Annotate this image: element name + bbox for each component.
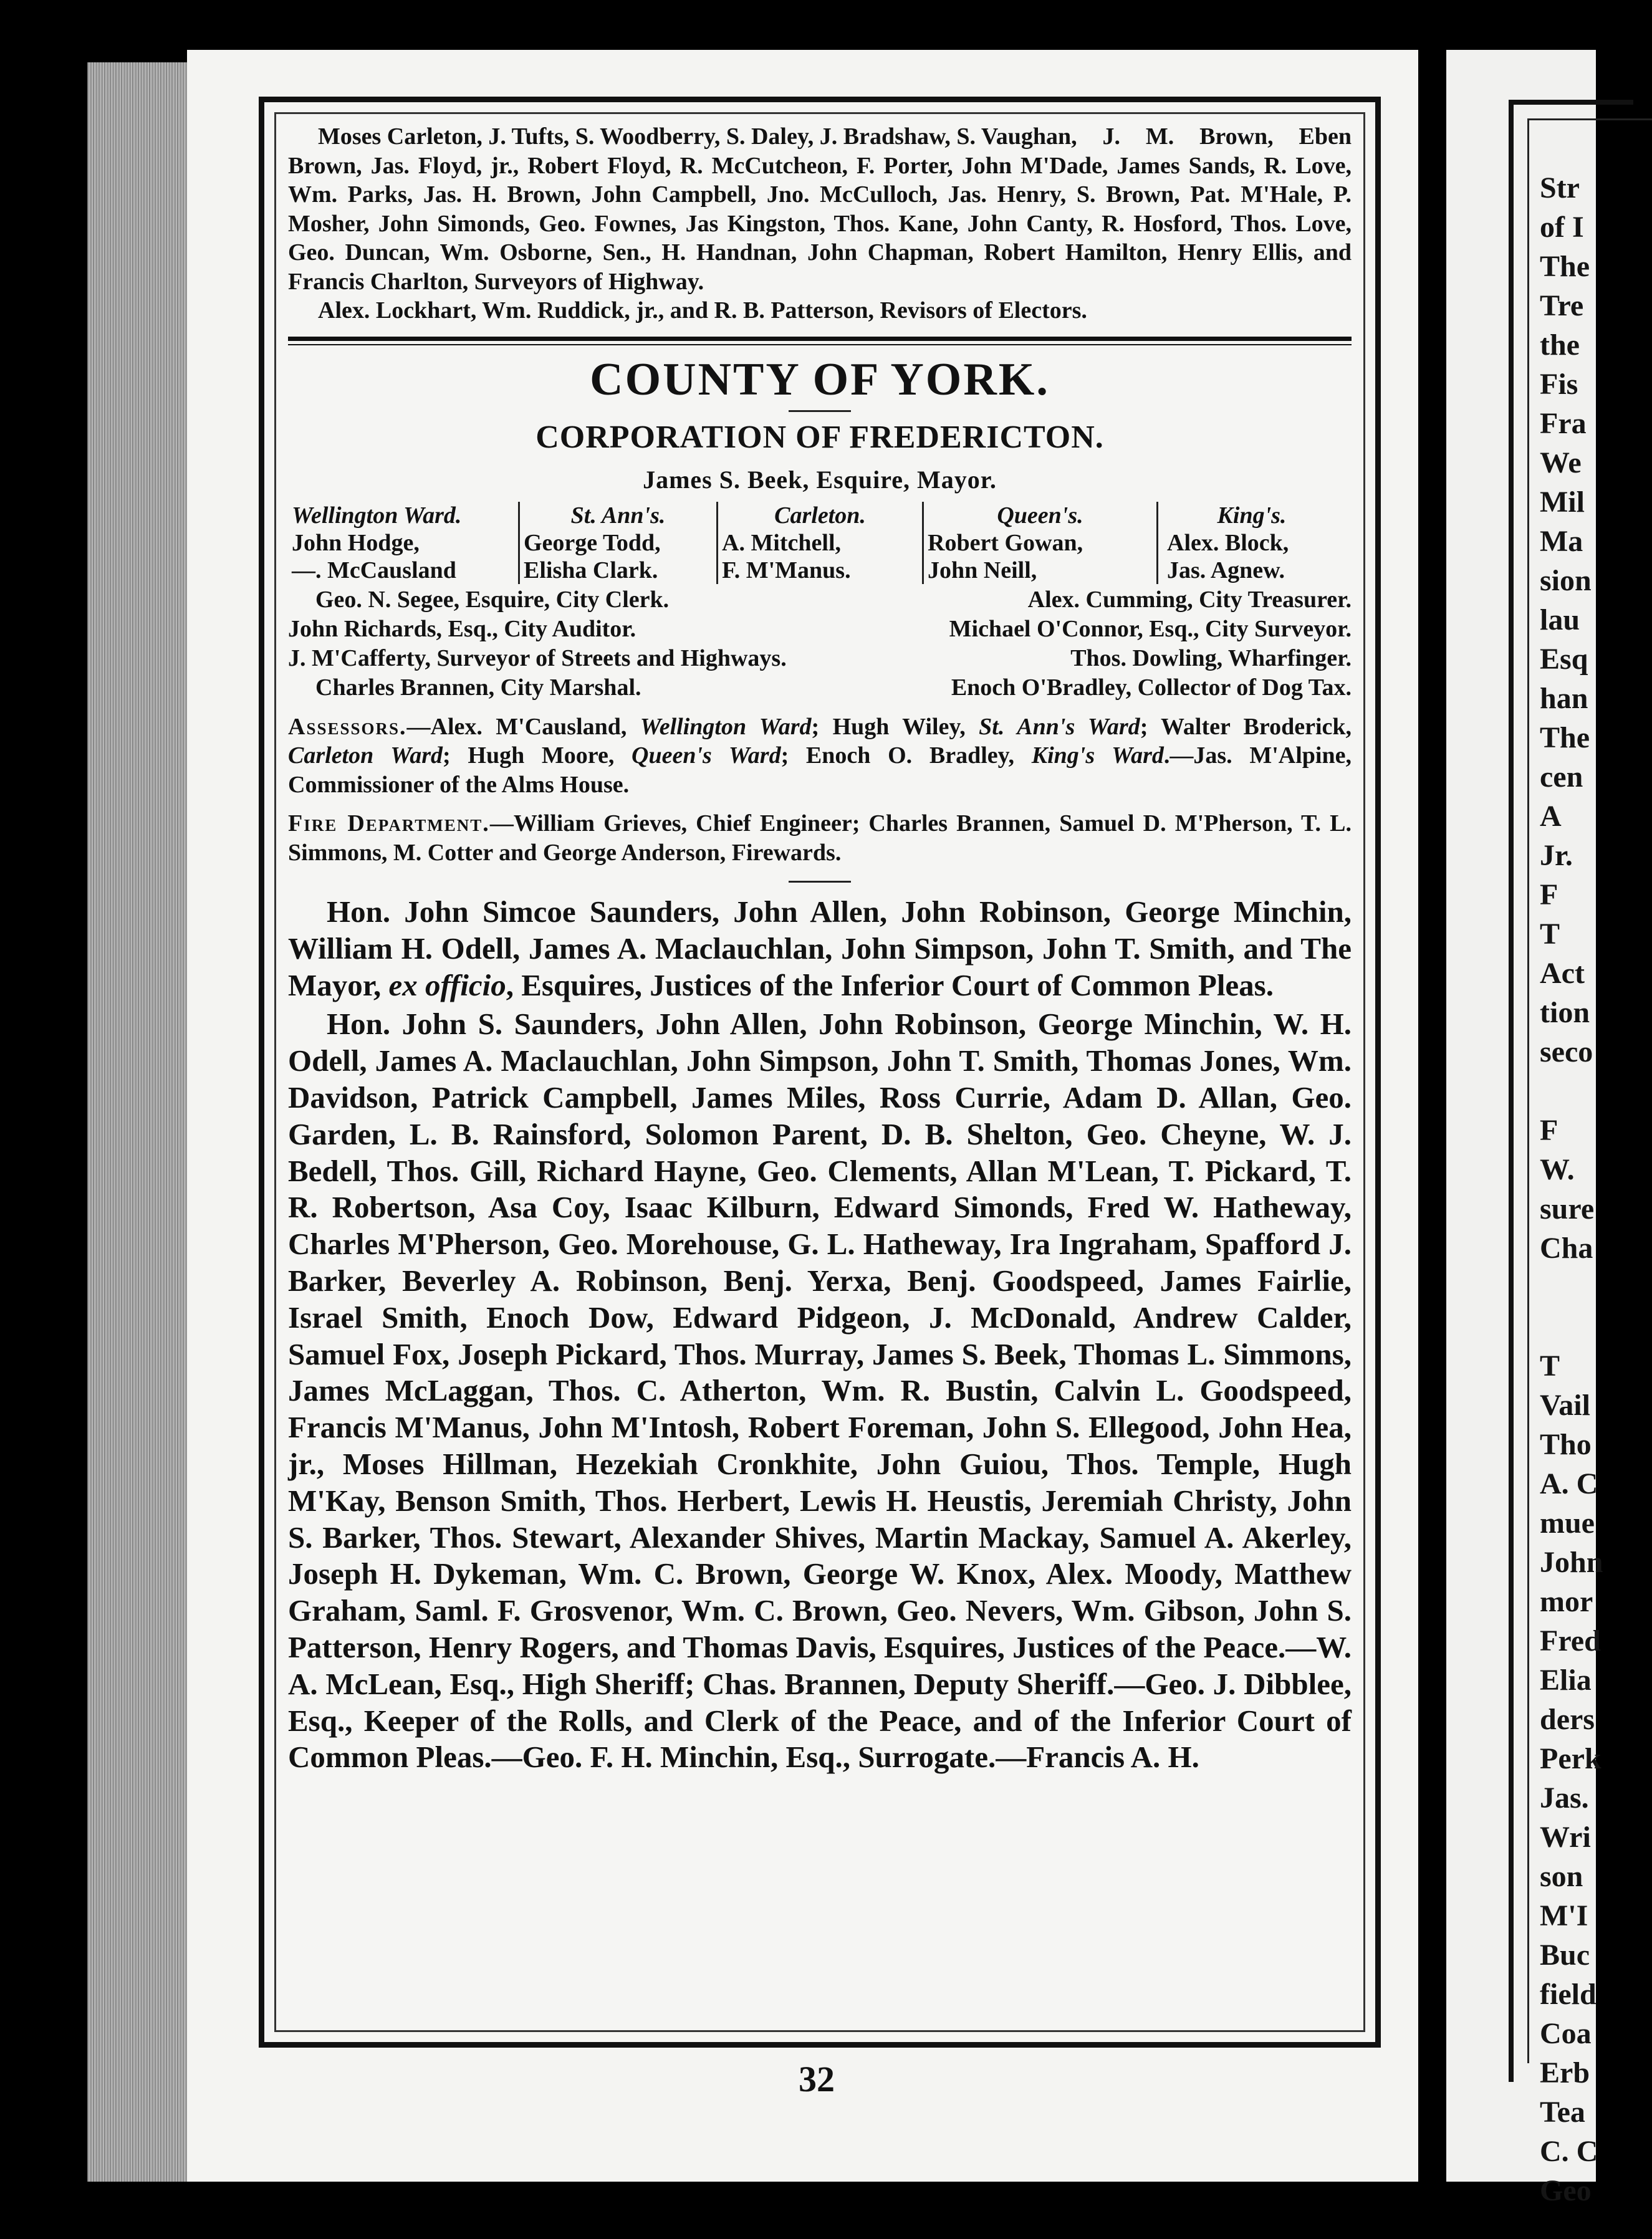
adjacent-page-line: field bbox=[1540, 1978, 1597, 2011]
ward-column-wellington bbox=[288, 502, 520, 584]
adjacent-page-line: Erb bbox=[1540, 2056, 1590, 2089]
adjacent-page-line: Vail bbox=[1540, 1389, 1590, 1422]
short-rule-divider bbox=[789, 881, 851, 883]
adjacent-page-line: Fra bbox=[1540, 407, 1587, 440]
assessors-text: ; Hugh Wiley, bbox=[811, 713, 979, 740]
ward-column-carleton bbox=[718, 502, 924, 584]
ward-member: George Todd, bbox=[524, 529, 661, 556]
page-content bbox=[288, 122, 1352, 1776]
page-number: 32 bbox=[799, 2059, 835, 2099]
adjacent-page-line: sure bbox=[1540, 1192, 1595, 1225]
common-pleas-text: , Esquires, Justices of the Inferior Court of Common Pleas. bbox=[506, 967, 1274, 1002]
double-rule-divider bbox=[288, 337, 1352, 345]
adjacent-page-line: son bbox=[1540, 1860, 1583, 1893]
official-right: Alex. Cumming, City Treasurer. bbox=[1027, 586, 1352, 613]
list-line: Porter, John M'Dade, James Sands, R. Love, Wm. Parks, Jas. H. Brown, John bbox=[288, 152, 1352, 208]
adjacent-page-line: W. bbox=[1540, 1153, 1575, 1186]
adjacent-page-line: Fis bbox=[1540, 368, 1578, 401]
list-line: Robert Hamilton, Henry Ellis, and Francis Charlton, Surveyors of Highway. bbox=[288, 239, 1352, 295]
ward-member: F. M'Manus. bbox=[722, 557, 851, 583]
list-line: J. M. Brown, Eben Brown, Jas. Floyd, jr., Robert Floyd, R. McCutcheon, F. bbox=[288, 123, 1352, 179]
corporation-heading: CORPORATION OF FREDERICTON. bbox=[535, 419, 1104, 455]
adjacent-page-line: seco bbox=[1540, 1035, 1593, 1068]
ward-column-st-anns bbox=[520, 502, 718, 584]
official-row bbox=[288, 644, 1352, 673]
ward-member: Robert Gowan, bbox=[928, 529, 1083, 556]
ward-heading: St. Ann's. bbox=[570, 502, 666, 529]
adjacent-page-line: The bbox=[1540, 721, 1590, 754]
adjacent-page-line: T bbox=[1540, 918, 1560, 951]
adjacent-page-line: Buc bbox=[1540, 1939, 1590, 1972]
county-heading: COUNTY OF YORK. bbox=[590, 353, 1050, 405]
adjacent-page-line: A. C bbox=[1540, 1467, 1598, 1500]
ward-name: King's Ward bbox=[1031, 742, 1164, 769]
list-line: Simonds, Geo. Fownes, Jas Kingston, Thos. Kane, John Canty, R. Hosford, bbox=[437, 210, 1222, 237]
official-left: Charles Brannen, City Marshal. bbox=[315, 674, 641, 701]
ward-heading: King's. bbox=[1217, 502, 1287, 529]
ward-heading: Carleton. bbox=[774, 502, 866, 529]
adjacent-page-line: sion bbox=[1540, 564, 1592, 597]
ward-member: John Neill, bbox=[928, 557, 1037, 583]
official-row bbox=[288, 615, 1352, 644]
adjacent-page-line: Tea bbox=[1540, 2096, 1585, 2129]
official-right: Enoch O'Bradley, Collector of Dog Tax. bbox=[951, 674, 1352, 701]
adjacent-page-line: Ma bbox=[1540, 525, 1583, 558]
adjacent-page-line bbox=[1540, 1307, 1608, 1346]
adjacent-page-line: Mil bbox=[1540, 486, 1585, 519]
ex-officio-phrase: ex officio bbox=[388, 967, 506, 1002]
ward-member: Elisha Clark. bbox=[524, 557, 658, 583]
ward-name: Carleton Ward bbox=[288, 742, 443, 769]
official-right: Michael O'Connor, Esq., City Surveyor. bbox=[949, 615, 1352, 642]
assessors-text: ; Hugh Moore, bbox=[443, 742, 632, 769]
ward-member: —. McCausland bbox=[292, 557, 456, 583]
common-pleas-paragraph bbox=[288, 894, 1352, 1004]
book-page-edges bbox=[87, 62, 190, 2182]
adjacent-page-line bbox=[1540, 1072, 1608, 1111]
adjacent-page-line: Jr. bbox=[1540, 839, 1573, 872]
adjacent-page-line: John bbox=[1540, 1546, 1603, 1579]
ward-member: Jas. Agnew. bbox=[1167, 557, 1285, 583]
adjacent-page-line: The bbox=[1540, 250, 1590, 283]
ward-aldermen-table bbox=[288, 502, 1352, 584]
ward-name: Queen's Ward bbox=[632, 742, 781, 769]
adjacent-page-line: M'I bbox=[1540, 1899, 1588, 1932]
assessors-text: —Alex. M'Causland, bbox=[406, 713, 640, 740]
official-right: Thos. Dowling, Wharfinger. bbox=[1070, 645, 1352, 671]
adjacent-page-line: Esq bbox=[1540, 643, 1588, 676]
official-row bbox=[288, 673, 1352, 702]
ward-heading: Wellington Ward. bbox=[292, 502, 462, 529]
list-line: Thos. Love, Geo. Duncan, Wm. Osborne, Sen., H. Handnan, John Chapman, bbox=[288, 210, 1352, 266]
surveyors-of-highway-list bbox=[288, 122, 1352, 325]
adjacent-page-line: Wri bbox=[1540, 1821, 1591, 1854]
assessors-text: ; Enoch O. Bradley, bbox=[780, 742, 1032, 769]
ward-column-kings bbox=[1158, 502, 1345, 584]
ward-name: St. Ann's Ward bbox=[979, 713, 1140, 740]
adjacent-page-line: T bbox=[1540, 1350, 1560, 1383]
adjacent-page-line: han bbox=[1540, 682, 1588, 715]
adjacent-page-line: C. C bbox=[1540, 2135, 1598, 2168]
justices-of-the-peace-paragraph: Hon. John S. Saunders, John Allen, John Robinson, George Minchin, W. H. Odell, James A. Maclauchlan, John Simpson, John T. Smith, Thomas Jones, Wm. Davidson, Patrick Campbell, James Miles, Ross Currie, Adam D. Allan, Geo. Garden, L. B. Rainsford, Solomon Parent, D. B. Shelton, Geo. Cheyne, W. J. Bedell, Thos. Gill, Richard Hayne, Geo. Clements, Allan M'Lean, T. Pickard, T. R. Robertson, Asa Coy, Isaac Kilburn, Edward Simonds, Fred W. Hatheway, Charles M'Pherson, Geo. Morehouse, G. L. Hatheway, Ira Ingraham, Spafford J. Barker, Beverley A. Robinson, Benj. Yerxa, Benj. Goodspeed, James Fairlie, Israel Smith, Enoch Dow, Edward Pidgeon, J. McDonald, Andrew Calder, Samuel Fox, Joseph Pickard, Thos. Murray, James S. Beek, Thomas L. Simmons, James McLaggan, Thos. C. Atherton, Wm. R. Bustin, Calvin L. Goodspeed, Francis M'Manus, John M'Intosh, Robert Foreman, John S. Ellegood, John Hea, jr., Moses Hillman, Hezekiah Cronkhite, John Guiou, Thos. Temple, Hugh M'Kay, Benson Smith, Thos. Herbert, Lewis H. Heustis, Jeremiah Christy, John S. Barker, Thos. Stewart, Alexander Shives, Martin Mackay, Samuel A. Akerley, Joseph H. Dykeman, Wm. C. Brown, George W. Knox, Alex. Moody, Matthew Graham, Saml. F. Grosvenor, Wm. C. Brown, Geo. Nevers, Wm. Gibson, John S. Patterson, Henry Rogers, and Thomas Davis, Esquires, Justices of the Peace.—W. A. McLean, Esq., High Sheriff; Chas. Brannen, Deputy Sheriff.—Geo. J. Dibblee, Esq., Keeper of the Rolls, and Clerk of the Peace, and of the Inferior Court of Common Pleas.—Geo. F. H. Minchin, Esq., Surrogate.—Francis A. H. bbox=[288, 1007, 1352, 1775]
ward-column-queens bbox=[924, 502, 1158, 584]
assessors-lead: Assessors. bbox=[288, 713, 407, 740]
adjacent-page-line: Perk bbox=[1540, 1742, 1602, 1775]
adjacent-page-text bbox=[1540, 168, 1608, 2210]
ward-heading: Queen's. bbox=[997, 502, 1083, 529]
assessors-text: .—Jas. M'Alpine, Commissioner of the Alms House. bbox=[288, 742, 1352, 798]
adjacent-page bbox=[1446, 50, 1603, 2207]
ward-member: Alex. Block, bbox=[1167, 529, 1289, 556]
adjacent-page-line: Tre bbox=[1540, 289, 1584, 322]
adjacent-page-line: Cha bbox=[1540, 1232, 1593, 1265]
fire-department-text: —William Grieves, Chief Engineer; Charles Brannen, Samuel D. M'Pherson, T. L. Simmons, M. Cotter and George Anderson, Firewards. bbox=[288, 810, 1352, 866]
adjacent-page-line: mue bbox=[1540, 1507, 1595, 1540]
adjacent-page-line: We bbox=[1540, 446, 1582, 479]
official-row bbox=[288, 585, 1352, 615]
adjacent-page-line: A bbox=[1540, 800, 1562, 833]
common-pleas-text: Hon. John Simcoe Saunders, John Allen, John Robinson, George Minchin, William H. Odell, James A. Maclauchlan, John Simpson, John T. Smith, and The Mayor, bbox=[288, 894, 1352, 1002]
adjacent-page-line: Act bbox=[1540, 957, 1585, 990]
official-left: Geo. N. Segee, Esquire, City Clerk. bbox=[315, 586, 670, 613]
list-line: Campbell, Jno. McCulloch, Jas. Henry, S. Brown, Pat. M'Hale, P. Mosher, John bbox=[288, 181, 1352, 237]
official-left: John Richards, Esq., City Auditor. bbox=[288, 615, 636, 642]
adjacent-page-line: Fred bbox=[1540, 1624, 1601, 1657]
ward-member: John Hodge, bbox=[292, 529, 420, 556]
ward-member: A. Mitchell, bbox=[722, 529, 842, 556]
revisors-of-electors-line: Alex. Lockhart, Wm. Ruddick, jr., and R. B. Patterson, Revisors of Electors. bbox=[318, 297, 1087, 324]
adjacent-page-line: Jas. bbox=[1540, 1781, 1589, 1815]
assessors-text: ; Walter Broderick, bbox=[1140, 713, 1352, 740]
adjacent-page-line: Str bbox=[1540, 171, 1580, 204]
list-line: Moses Carleton, J. Tufts, S. Woodberry, S. Daley, J. Bradshaw, S. Vaughan, bbox=[318, 123, 1077, 150]
city-officials bbox=[288, 585, 1352, 702]
ward-name: Wellington Ward bbox=[640, 713, 812, 740]
fire-department-paragraph bbox=[288, 809, 1352, 867]
adjacent-page-line: cen bbox=[1540, 760, 1583, 793]
official-left: J. M'Cafferty, Surveyor of Streets and Highways. bbox=[288, 645, 787, 671]
adjacent-page-line: mor bbox=[1540, 1585, 1593, 1618]
adjacent-page-line: F bbox=[1540, 878, 1558, 911]
adjacent-page-line bbox=[1540, 1268, 1608, 1307]
adjacent-page-line: Geo bbox=[1540, 2174, 1592, 2207]
fire-department-lead: Fire Department. bbox=[288, 810, 490, 837]
adjacent-page-line: tion bbox=[1540, 996, 1590, 1029]
mayor-line: James S. Beek, Esquire, Mayor. bbox=[643, 465, 997, 494]
adjacent-page-line: F bbox=[1540, 1114, 1558, 1147]
adjacent-page-line: the bbox=[1540, 328, 1580, 362]
assessors-paragraph bbox=[288, 712, 1352, 800]
adjacent-page-line: lau bbox=[1540, 603, 1580, 636]
adjacent-page-line: of I bbox=[1540, 211, 1584, 244]
adjacent-page-line: Coa bbox=[1540, 2017, 1592, 2050]
short-rule-divider bbox=[789, 410, 851, 412]
adjacent-page-line: Elia bbox=[1540, 1664, 1592, 1697]
adjacent-page-line: ders bbox=[1540, 1703, 1595, 1736]
adjacent-page-line: Tho bbox=[1540, 1428, 1592, 1461]
